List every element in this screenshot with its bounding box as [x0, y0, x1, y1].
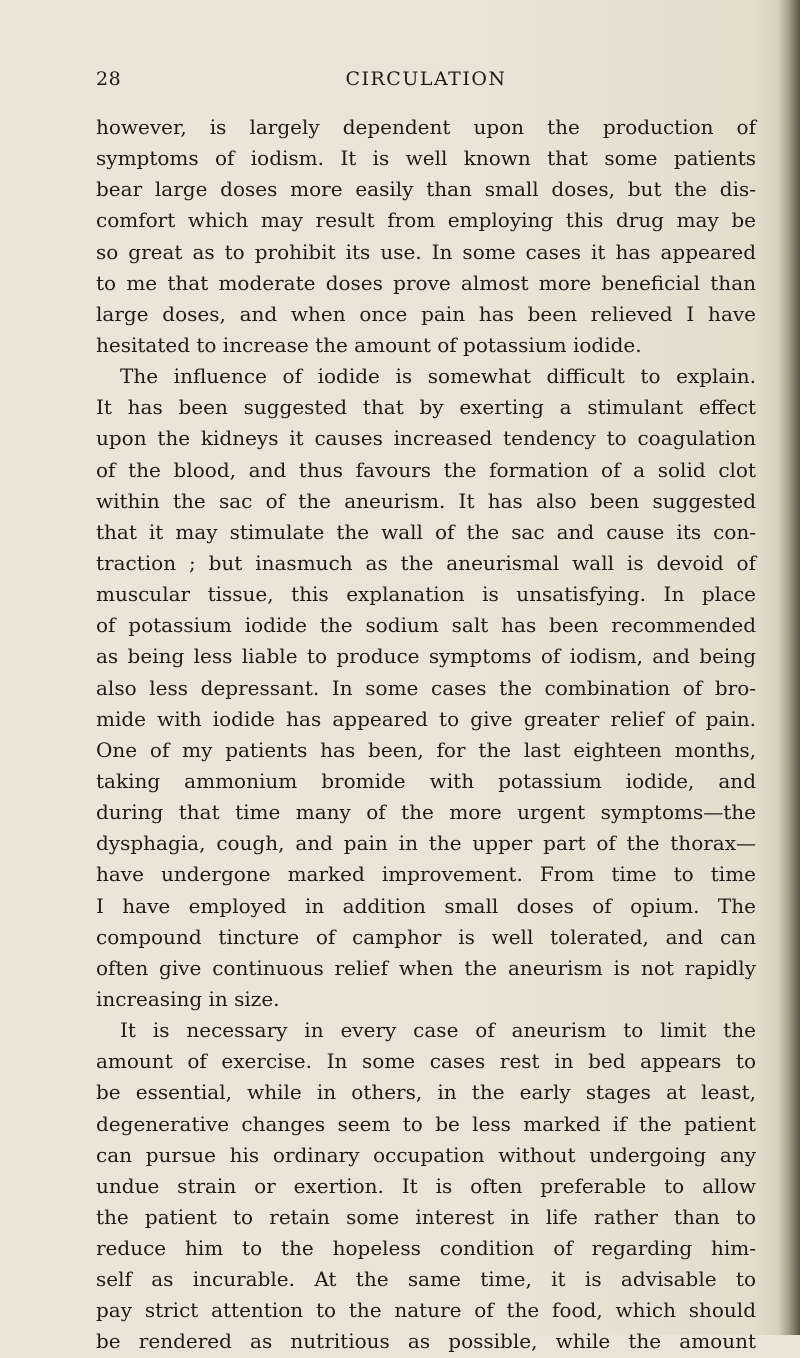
- page-header: [96, 68, 756, 98]
- page-edge-shadow: [778, 0, 800, 1335]
- text-line: dysphagia, cough, and pain in the upper part of the thorax—: [96, 831, 756, 856]
- text-line: self as incurable. At the same time, it is advisable to: [96, 1267, 756, 1292]
- text-line: It has been suggested that by exerting a stimulant effect: [96, 395, 756, 420]
- text-line: be rendered as nutritious as possible, while the amount: [96, 1329, 756, 1354]
- text-line: large doses, and when once pain has been relieved I have: [96, 301, 756, 326]
- text-line: muscular tissue, this explanation is unsatisfying. In place: [96, 582, 756, 607]
- text-line: of the blood, and thus favours the formation of a solid clot: [96, 457, 756, 482]
- text-line: mide with iodide has appeared to give greater relief of pain.: [96, 706, 756, 731]
- text-line: have undergone marked improvement. From time to time: [96, 862, 756, 887]
- text-line: that it may stimulate the wall of the sac and cause its con-: [96, 519, 756, 544]
- text-line: The influence of iodide is somewhat difficult to explain.: [120, 364, 756, 389]
- text-line: within the sac of the aneurism. It has also been suggested: [96, 488, 756, 513]
- text-line: so great as to prohibit its use. In some cases it has appeared: [96, 239, 756, 264]
- page-number: 28: [96, 68, 122, 90]
- text-line: traction ; but inasmuch as the aneurismal wall is devoid of: [96, 550, 756, 575]
- running-head: CIRCULATION: [345, 68, 507, 90]
- text-line: hesitated to increase the amount of potassium iodide.: [96, 332, 642, 357]
- text-line: symptoms of iodism. It is well known that some patients: [96, 146, 756, 171]
- text-line: bear large doses more easily than small doses, but the dis-: [96, 177, 756, 202]
- text-line: increasing in size.: [96, 986, 280, 1011]
- text-line: undue strain or exertion. It is often preferable to allow: [96, 1173, 756, 1198]
- text-line: I have employed in addition small doses of opium. The: [96, 893, 756, 918]
- text-line: degenerative changes seem to be less marked if the patient: [96, 1111, 756, 1136]
- text-line: to me that moderate doses prove almost more beneficial than: [96, 270, 756, 295]
- text-line: compound tincture of camphor is well tolerated, and can: [96, 924, 756, 949]
- text-line: reduce him to the hopeless condition of regarding him-: [96, 1236, 756, 1261]
- text-line: as being less liable to produce symptoms of iodism, and being: [96, 644, 756, 669]
- text-line: comfort which may result from employing this drug may be: [96, 208, 756, 233]
- text-line: be essential, while in others, in the early stages at least,: [96, 1080, 756, 1105]
- text-line: however, is largely dependent upon the production of: [96, 115, 756, 139]
- text-line: often give continuous relief when the aneurism is not rapidly: [96, 955, 756, 980]
- text-line: taking ammonium bromide with potassium iodide, and: [96, 768, 756, 793]
- text-line: amount of exercise. In some cases rest in bed appears to: [96, 1049, 756, 1074]
- text-line: during that time many of the more urgent symptoms—the: [96, 800, 756, 825]
- text-line: upon the kidneys it causes increased tendency to coagulation: [96, 426, 756, 451]
- text-line: also less depressant. In some cases the combination of bro-: [96, 675, 756, 700]
- body-text: [96, 112, 756, 1358]
- text-line: pay strict attention to the nature of the food, which should: [96, 1298, 756, 1323]
- text-line: One of my patients has been, for the last eighteen months,: [96, 737, 756, 762]
- text-line: can pursue his ordinary occupation without undergoing any: [96, 1142, 756, 1167]
- text-line: the patient to retain some interest in life rather than to: [96, 1204, 756, 1229]
- text-line: It is necessary in every case of aneurism to limit the: [120, 1018, 756, 1043]
- text-line: of potassium iodide the sodium salt has been recommended: [96, 613, 756, 638]
